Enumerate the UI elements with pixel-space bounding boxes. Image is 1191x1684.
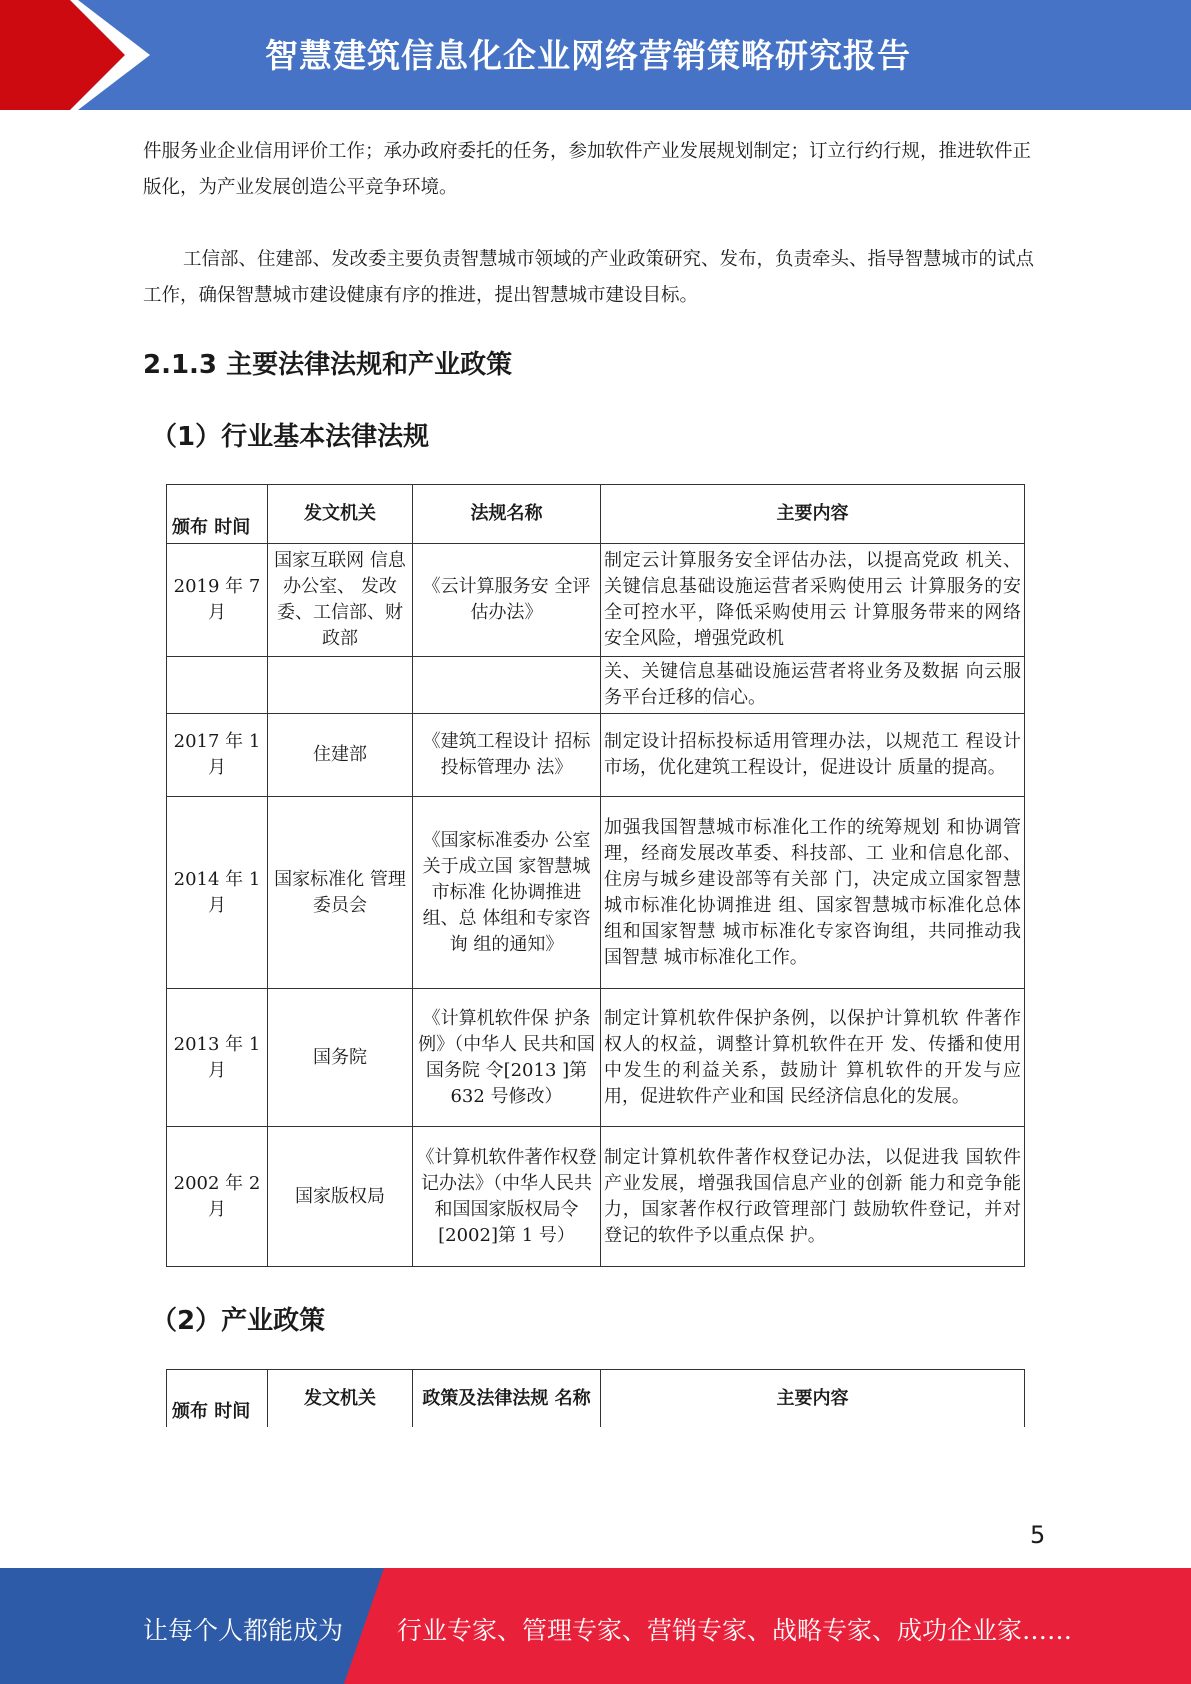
cell-content: 制定设计招标投标适用管理办法，以规范工 程设计市场，优化建筑工程设计，促进设计 质量的提高。	[601, 714, 1025, 797]
cell-org: 住建部	[268, 714, 413, 797]
header-time: 颁布 时间	[167, 485, 268, 544]
table-row	[167, 797, 1025, 989]
header-org: 发文机关	[268, 1370, 413, 1428]
cell-time	[167, 657, 268, 714]
subsection-heading-policies: （2）产业政策	[151, 1306, 326, 1336]
laws-table	[166, 484, 1025, 1267]
cell-content: 制定计算机软件保护条例，以保护计算机软 件著作权人的权益，调整计算机软件在开 发、传播和使用中发生的利益关系，鼓励计 算机软件的开发与应用，促进软件产业和国 民经济信息化的发展。	[601, 989, 1025, 1127]
table-row	[167, 544, 1025, 657]
table-row	[167, 1127, 1025, 1267]
cell-content: 关、关键信息基础设施运营者将业务及数据 向云服务平台迁移的信心。	[601, 657, 1025, 714]
cell-name: 《建筑工程设计 招标投标管理办 法》	[413, 714, 601, 797]
header-name: 法规名称	[413, 485, 601, 544]
header-name: 政策及法律法规 名称	[413, 1370, 601, 1428]
table-row	[167, 657, 1025, 714]
footer-slogan-left: 让每个人都能成为	[143, 1616, 344, 1645]
policies-table	[166, 1369, 1025, 1428]
paragraph-2: 工信部、住建部、发改委主要负责智慧城市领域的产业政策研究、发布，负责牵头、指导智慧城市的试点工作，确保智慧城市建设健康有序的推进，提出智慧城市建设目标。	[143, 249, 1035, 306]
page-footer	[0, 1568, 1191, 1684]
cell-org: 国家版权局	[268, 1127, 413, 1267]
table-row	[167, 714, 1025, 797]
cell-name: 《云计算服务安 全评估办法》	[413, 544, 601, 657]
paragraph-1: 件服务业企业信用评价工作；承办政府委托的任务，参加软件产业发展规划制定；订立行约行规，推进软件正版化，为产业发展创造公平竞争环境。	[143, 141, 1032, 198]
table-cutoff-mask	[0, 1427, 1191, 1467]
header-time: 颁布 时间	[167, 1370, 268, 1428]
cell-name: 《计算机软件著作权登记办法》（中华人民共和国国家版权局令[2002]第 1 号）	[413, 1127, 601, 1267]
subsection-heading-laws: （1）行业基本法律法规	[151, 422, 430, 452]
cell-time: 2013 年 1 月	[167, 989, 268, 1127]
cell-org: 国家互联网 信息办公室、 发改委、工信部、财政部	[268, 544, 413, 657]
page-header	[0, 0, 1191, 110]
cell-content: 制定计算机软件著作权登记办法，以促进我 国软件产业发展，增强我国信息产业的创新 能力和竞争能力，国家著作权行政管理部门 鼓励软件登记，并对登记的软件予以重点保 护。	[601, 1127, 1025, 1267]
header-chevron-decoration	[0, 0, 160, 110]
page-number: 5	[1030, 1521, 1046, 1549]
header-content: 主要内容	[601, 485, 1025, 544]
header-content: 主要内容	[601, 1370, 1025, 1428]
table-header-row	[167, 485, 1025, 544]
cell-content: 加强我国智慧城市标准化工作的统筹规划 和协调管理，经商发展改革委、科技部、工 业和信息化部、住房与城乡建设部等有关部 门，决定成立国家智慧城市标准化协调推进 组、国家智慧城市标准化总体组和国家智慧 城市标准化专家咨询组，共同推动我国智慧 城市标准化工作。	[601, 797, 1025, 989]
cell-name: 《国家标准委办 公室关于成立国 家智慧城市标准 化协调推进组、总 体组和专家咨询 组的通知》	[413, 797, 601, 989]
table-row	[167, 989, 1025, 1127]
cell-time: 2017 年 1 月	[167, 714, 268, 797]
cell-org: 国务院	[268, 989, 413, 1127]
cell-org	[268, 657, 413, 714]
cell-time: 2019 年 7 月	[167, 544, 268, 657]
cell-content: 制定云计算服务安全评估办法，以提高党政 机关、关键信息基础设施运营者采购使用云 计算服务的安全可控水平，降低采购使用云 计算服务带来的网络安全风险，增强党政机	[601, 544, 1025, 657]
cell-org: 国家标准化 管理委员会	[268, 797, 413, 989]
footer-slogan-right: 行业专家、管理专家、营销专家、战略专家、成功企业家……	[397, 1616, 1073, 1645]
section-heading: 2.1.3 主要法律法规和产业政策	[143, 350, 513, 380]
report-title: 智慧建筑信息化企业网络营销策略研究报告	[265, 36, 911, 75]
header-org: 发文机关	[268, 485, 413, 544]
cell-name: 《计算机软件保 护条例》（中华人 民共和国国务院 令[2013 ]第 632 号修改）	[413, 989, 601, 1127]
cell-time: 2002 年 2 月	[167, 1127, 268, 1267]
cell-time: 2014 年 1 月	[167, 797, 268, 989]
cell-name	[413, 657, 601, 714]
table-header-row	[167, 1370, 1025, 1428]
